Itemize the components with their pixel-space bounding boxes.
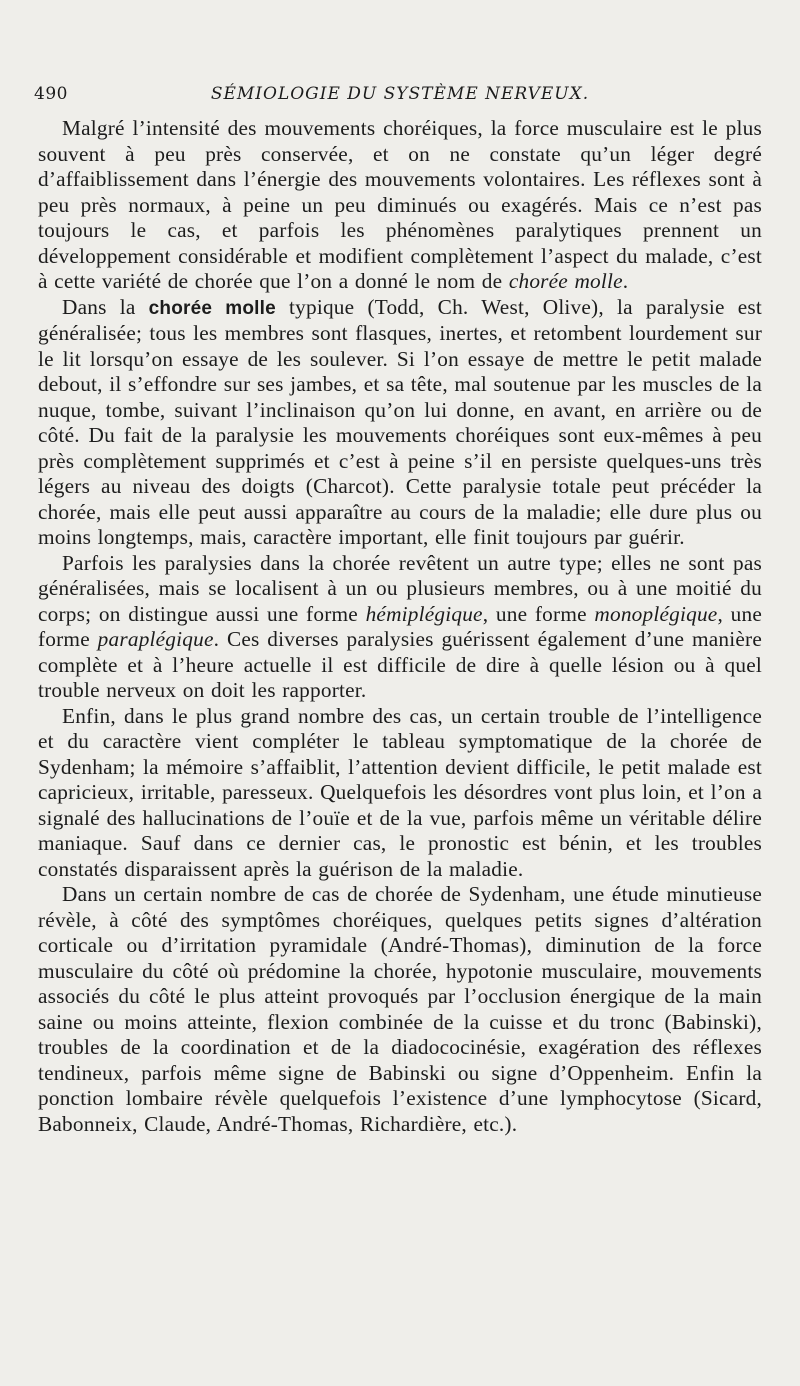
running-title: SÉMIOLOGIE DU SYSTÈME NERVEUX. [210,84,590,104]
paragraph-2 [38,295,762,551]
paragraph-2-lead: Dans la [62,294,149,319]
paragraph-4-text: Enfin, dans le plus grand nombre des cas, un certain trouble de l’intelligence et du caractère vient compléter le tableau symptomatique de la chorée de Sydenham; la mémoire s’affaiblit, l’attention devient difficile, le petit malade est capricieux, irritable, paresseux. Quelquefois les désordres vont plus loin, et l’on a signalé des hallucinations de l’ouïe et de la vue, parfois même un véritable délire maniaque. Sauf dans ce dernier cas, le pronostic est bénin, et les troubles constatés disparaissent après la guérison de la maladie. [38,703,762,881]
term-choree-molle: chorée molle [508,269,623,293]
paragraph-5 [38,882,762,1137]
paragraph-3-part2: , une forme [482,601,595,626]
paragraph-3-part1: Parfois les paralysies dans la chorée revêtent un autre type; elles ne sont pas généralisées, mais se localisent à un ou plusieurs membres, ou à une moitié du corps; on distingue aussi une forme [38,550,762,626]
body-text [38,116,762,1137]
term-bold-choree-molle: chorée molle [148,297,276,319]
term-paraplegique: paraplégique [97,627,214,651]
paragraph-3 [38,551,762,704]
paragraph-4 [38,704,762,883]
paragraph-1 [38,116,762,295]
paragraph-1-tail: . [622,269,629,293]
paragraph-2-text: typique (Todd, Ch. West, Olive), la paralysie est généralisée; tous les membres sont flasques, inertes, et retombent lourdement sur le lit lorsqu’on essaye de les soulever. Si l’on essaye de mettre le petit malade debout, il s’effondre sur ses jambes, et sa tête, mal soutenue par les muscles de la nuque, tombe, suivant l’inclinaison qu’on lui donne, en avant, en arrière ou de côté. Du fait de la paralysie les mouvements choréiques sont eux-mêmes à peu près complètement supprimés et c’est à peine s’il en persiste quelques-uns très légers au niveau des doigts (Charcot). Cette paralysie totale peut précéder la chorée, mais elle peut aussi apparaître au cours de la maladie; elle dure plus ou moins longtemps, mais, caractère important, elle finit toujours par guérir. [38,294,762,549]
page-number: 490 [34,84,68,104]
term-monoplegique: monoplégique [594,601,718,626]
paragraph-3-part3: , une forme [38,601,762,651]
paragraph-1-text: Malgré l’intensité des mouvements choréiques, la force musculaire est le plus souvent à peu près conservée, et on ne constate qu’un léger degré d’affaiblissement dans l’énergie des mouvements volontaires. Les réflexes sont à peu près normaux, à peine un peu diminués ou exagérés. Mais ce n’est pas toujours le cas, et parfois les phénomènes paralytiques prennent un développement considérable et modifient complètement l’aspect du malade, c’est à cette variété de chorée que l’on a donné le nom de [38,116,762,293]
term-hemiplegique: hémiplégique [365,601,483,626]
paragraph-5-text: Dans un certain nombre de cas de chorée de Sydenham, une étude minutieuse révèle, à côté des symptômes choréiques, quelques petits signes d’altération corticale ou d’irritation pyramidale (André-Thomas), diminution de la force musculaire du côté où prédomine la chorée, hypotonie musculaire, mouvements associés du côté le plus atteint provoqués par l’occlusion énergique de la main saine ou moins atteinte, flexion combinée de la cuisse et du tronc (Babinski), troubles de la coordination et de la diadococinésie, exagération des réflexes tendineux, parfois même signe de Babinski ou signe d’Oppenheim. Enfin la ponction lombaire révèle quelquefois l’existence d’une lymphocytose (Sicard, Babonneix, Claude, André-Thomas, Richardière, etc.). [38,882,762,1136]
paragraph-3-part4: . Ces diverses paralysies guérissent également d’une manière complète et à l’heure actuelle il est difficile de dire à quelle lésion ou à quel trouble nerveux on doit les rapporter. [38,627,762,702]
page-header [34,84,762,116]
